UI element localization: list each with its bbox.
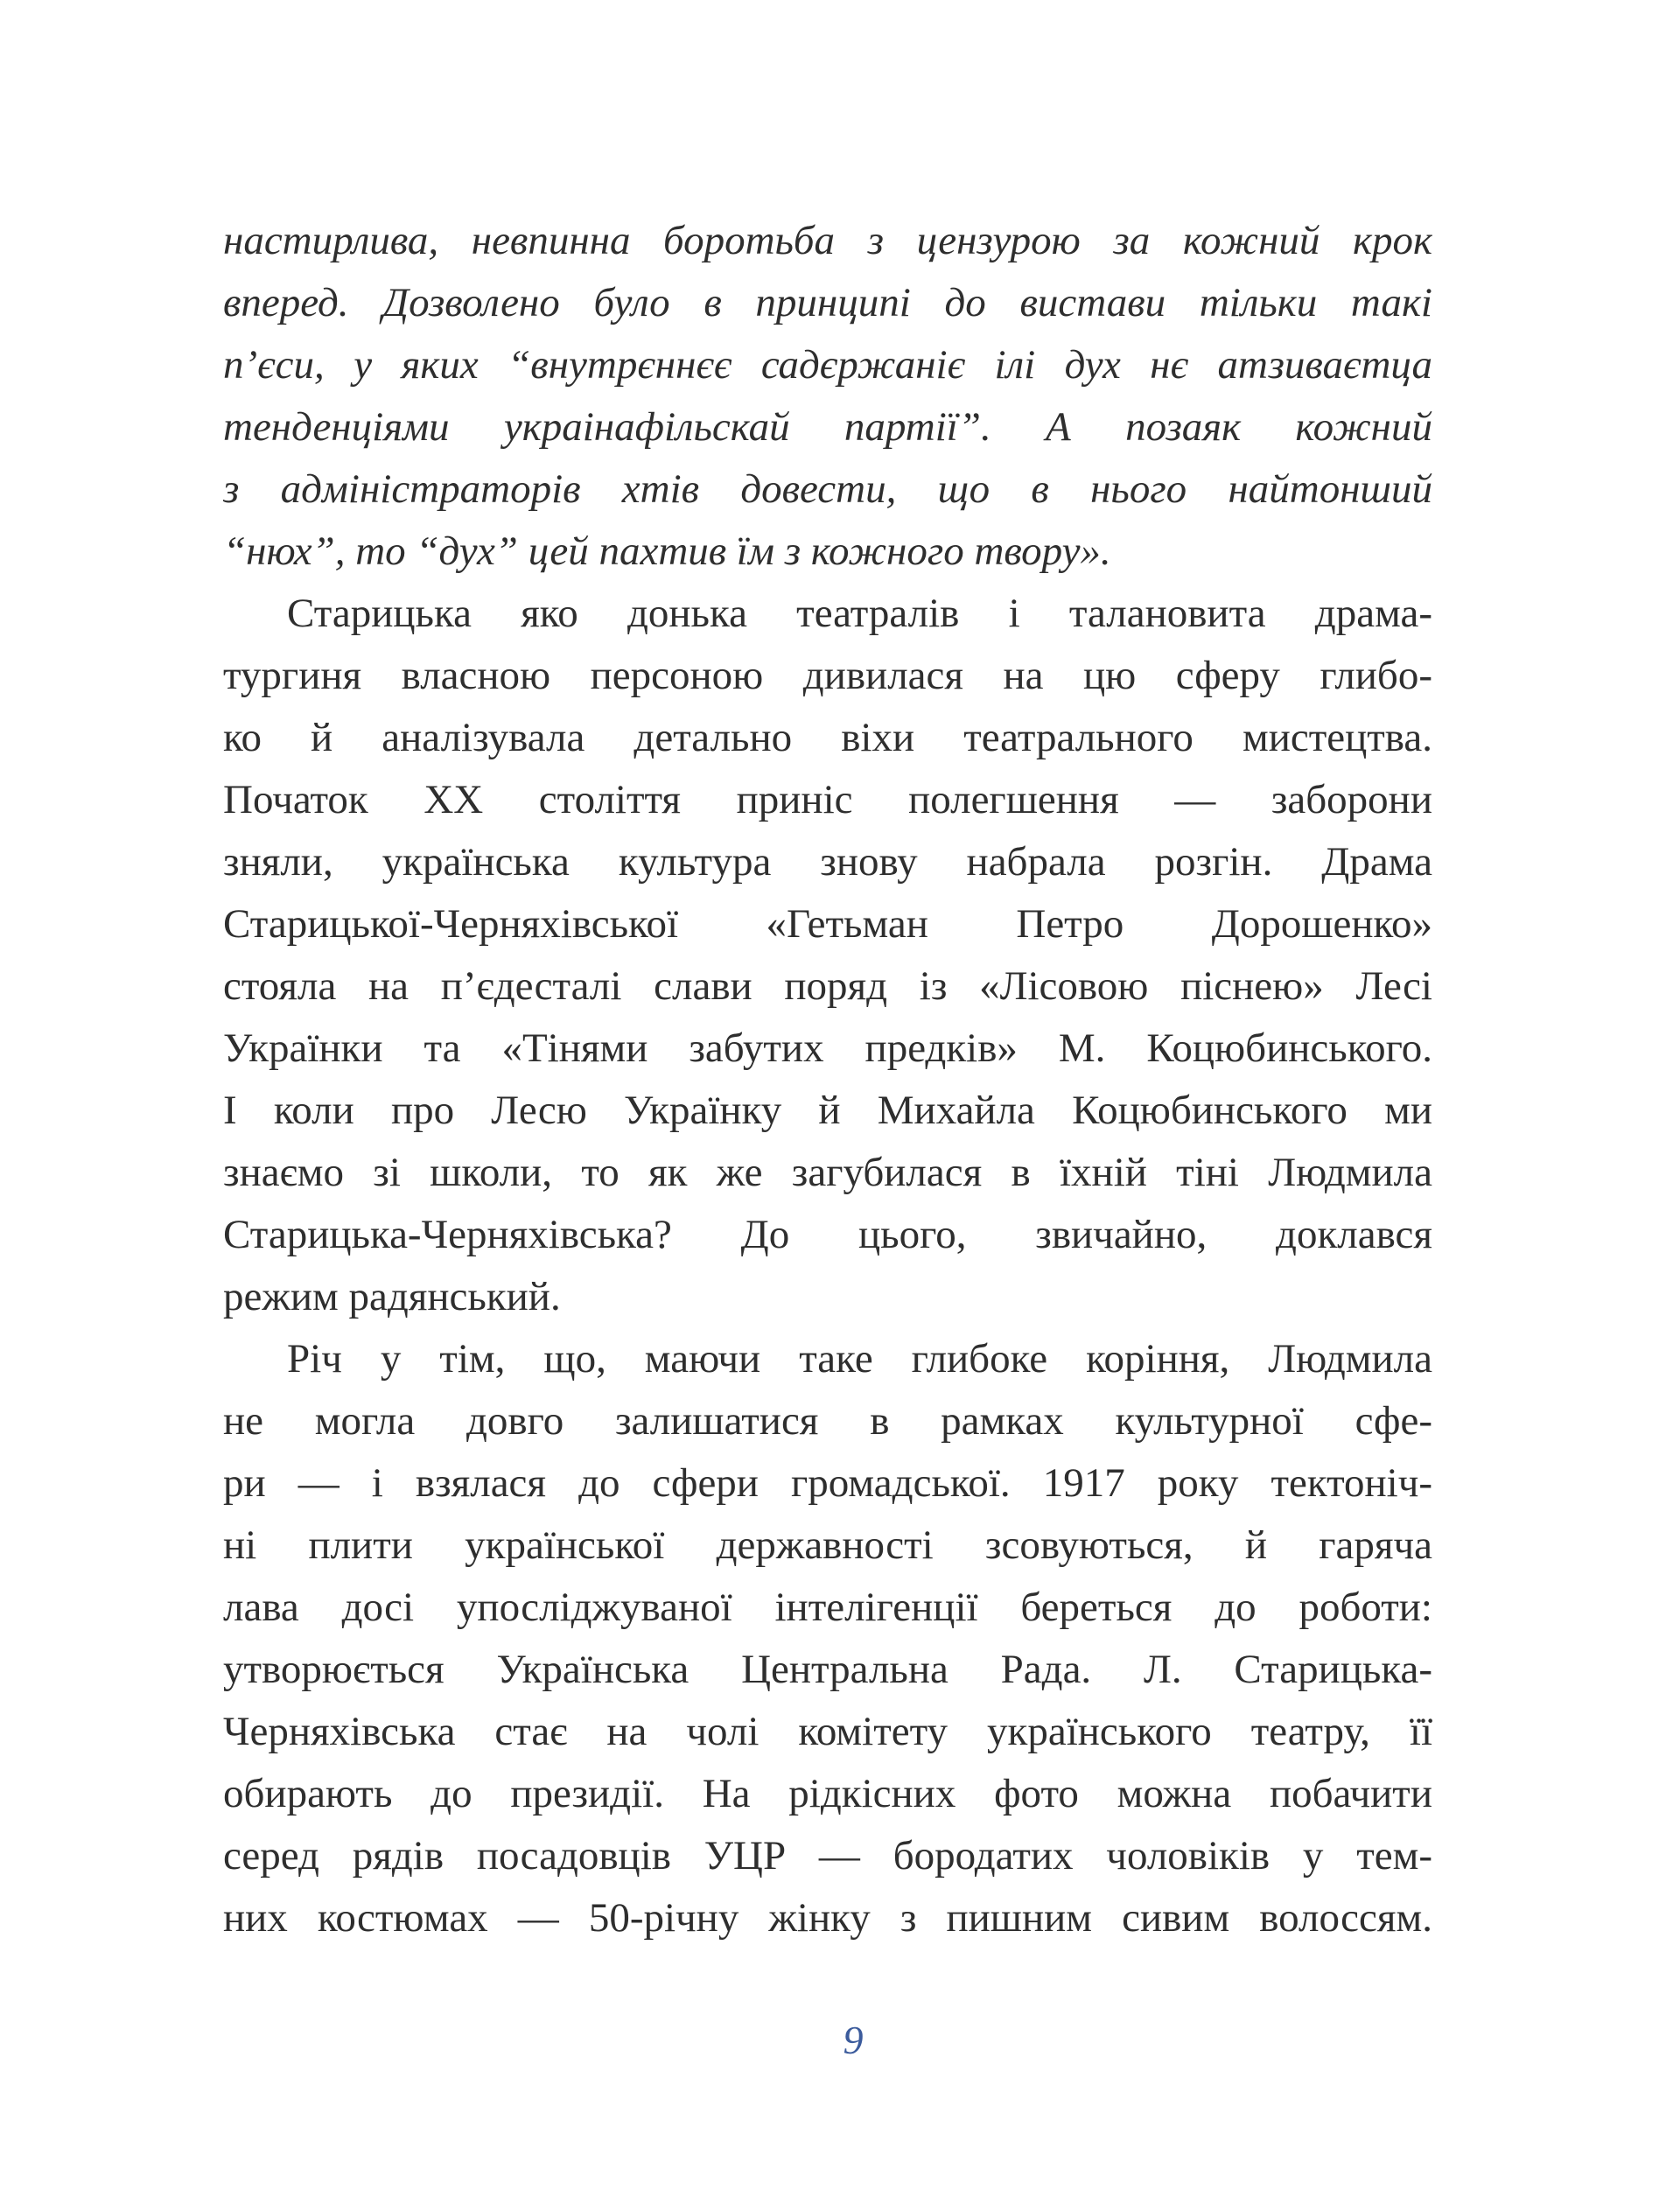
text-line: них костюмах — 50-річну жінку з пишним сивим волоссям.: [223, 1895, 1432, 1941]
text-line: режим радянський.: [223, 1274, 561, 1319]
text-line: серед рядів посадовців УЦР — бородатих чоловіків у тем-: [223, 1833, 1432, 1879]
text-line: лава досі упосліджуваної інтелігенції береться до роботи:: [223, 1585, 1432, 1630]
text-line: тенденціями украінафільскай партії”. А позаяк кожний: [223, 404, 1432, 450]
page-body: [223, 210, 1432, 1949]
text-line: настирлива, невпинна боротьба з цензурою за кожний крок: [223, 218, 1432, 263]
text-line: утворюється Українська Центральна Рада. Л. Старицька-: [223, 1647, 1432, 1692]
text-line: Старицька яко донька театралів і талановита драма-: [287, 591, 1432, 636]
text-line: знаємо зі школи, то як же загубилася в їхній тіні Людмила: [223, 1150, 1432, 1195]
text-line: ні плити української державності зсовуються, й гаряча: [223, 1522, 1432, 1568]
text-line: тургиня власною персоною дивилася на цю сферу глибо-: [223, 653, 1432, 698]
page-number: 9: [843, 2018, 864, 2062]
text-line: Початок XX століття приніс полегшення — заборони: [223, 777, 1432, 822]
quote-paragraph: [223, 210, 1432, 583]
paragraph: [223, 583, 1432, 1328]
text-line: І коли про Лесю Українку й Михайла Коцюбинського ми: [223, 1088, 1432, 1133]
text-line: ри — і взялася до сфери громадської. 1917 року тектоніч-: [223, 1460, 1432, 1506]
text-line: Українки та «Тінями забутих предків» М. Коцюбинського.: [223, 1025, 1432, 1071]
text-line: з адміністраторів хтів довести, що в нього найтонший: [223, 466, 1432, 512]
text-line: Старицька-Черняхівська? До цього, звичайно, доклався: [223, 1212, 1432, 1257]
text-line: п’єси, у яких “внутрєннєє садєржаніє ілі дух нє атзиваєтца: [223, 342, 1432, 388]
text-line: вперед. Дозволено було в принципі до вистави тільки такі: [223, 280, 1432, 325]
text-line: обирають до президії. На рідкісних фото можна побачити: [223, 1771, 1432, 1816]
text-line: зняли, українська культура знову набрала розгін. Драма: [223, 839, 1432, 885]
paragraph: [223, 1328, 1432, 1949]
text-line: стояла на п’єдесталі слави поряд із «Лісовою піснею» Лесі: [223, 963, 1432, 1009]
text-line: Річ у тім, що, маючи таке глибоке коріння, Людмила: [287, 1336, 1432, 1382]
text-line: не могла довго залишатися в рамках культурної сфе-: [223, 1398, 1432, 1444]
text-line: “нюх”, то “дух” цей пахтив їм з кожного твору».: [223, 528, 1111, 574]
text-line: Старицької-Черняхівської «Гетьман Петро Дорошенко»: [223, 901, 1432, 947]
text-line: Черняхівська стає на чолі комітету українського театру, її: [223, 1709, 1432, 1754]
text-line: ко й аналізувала детально віхи театрального мистецтва.: [223, 715, 1432, 760]
